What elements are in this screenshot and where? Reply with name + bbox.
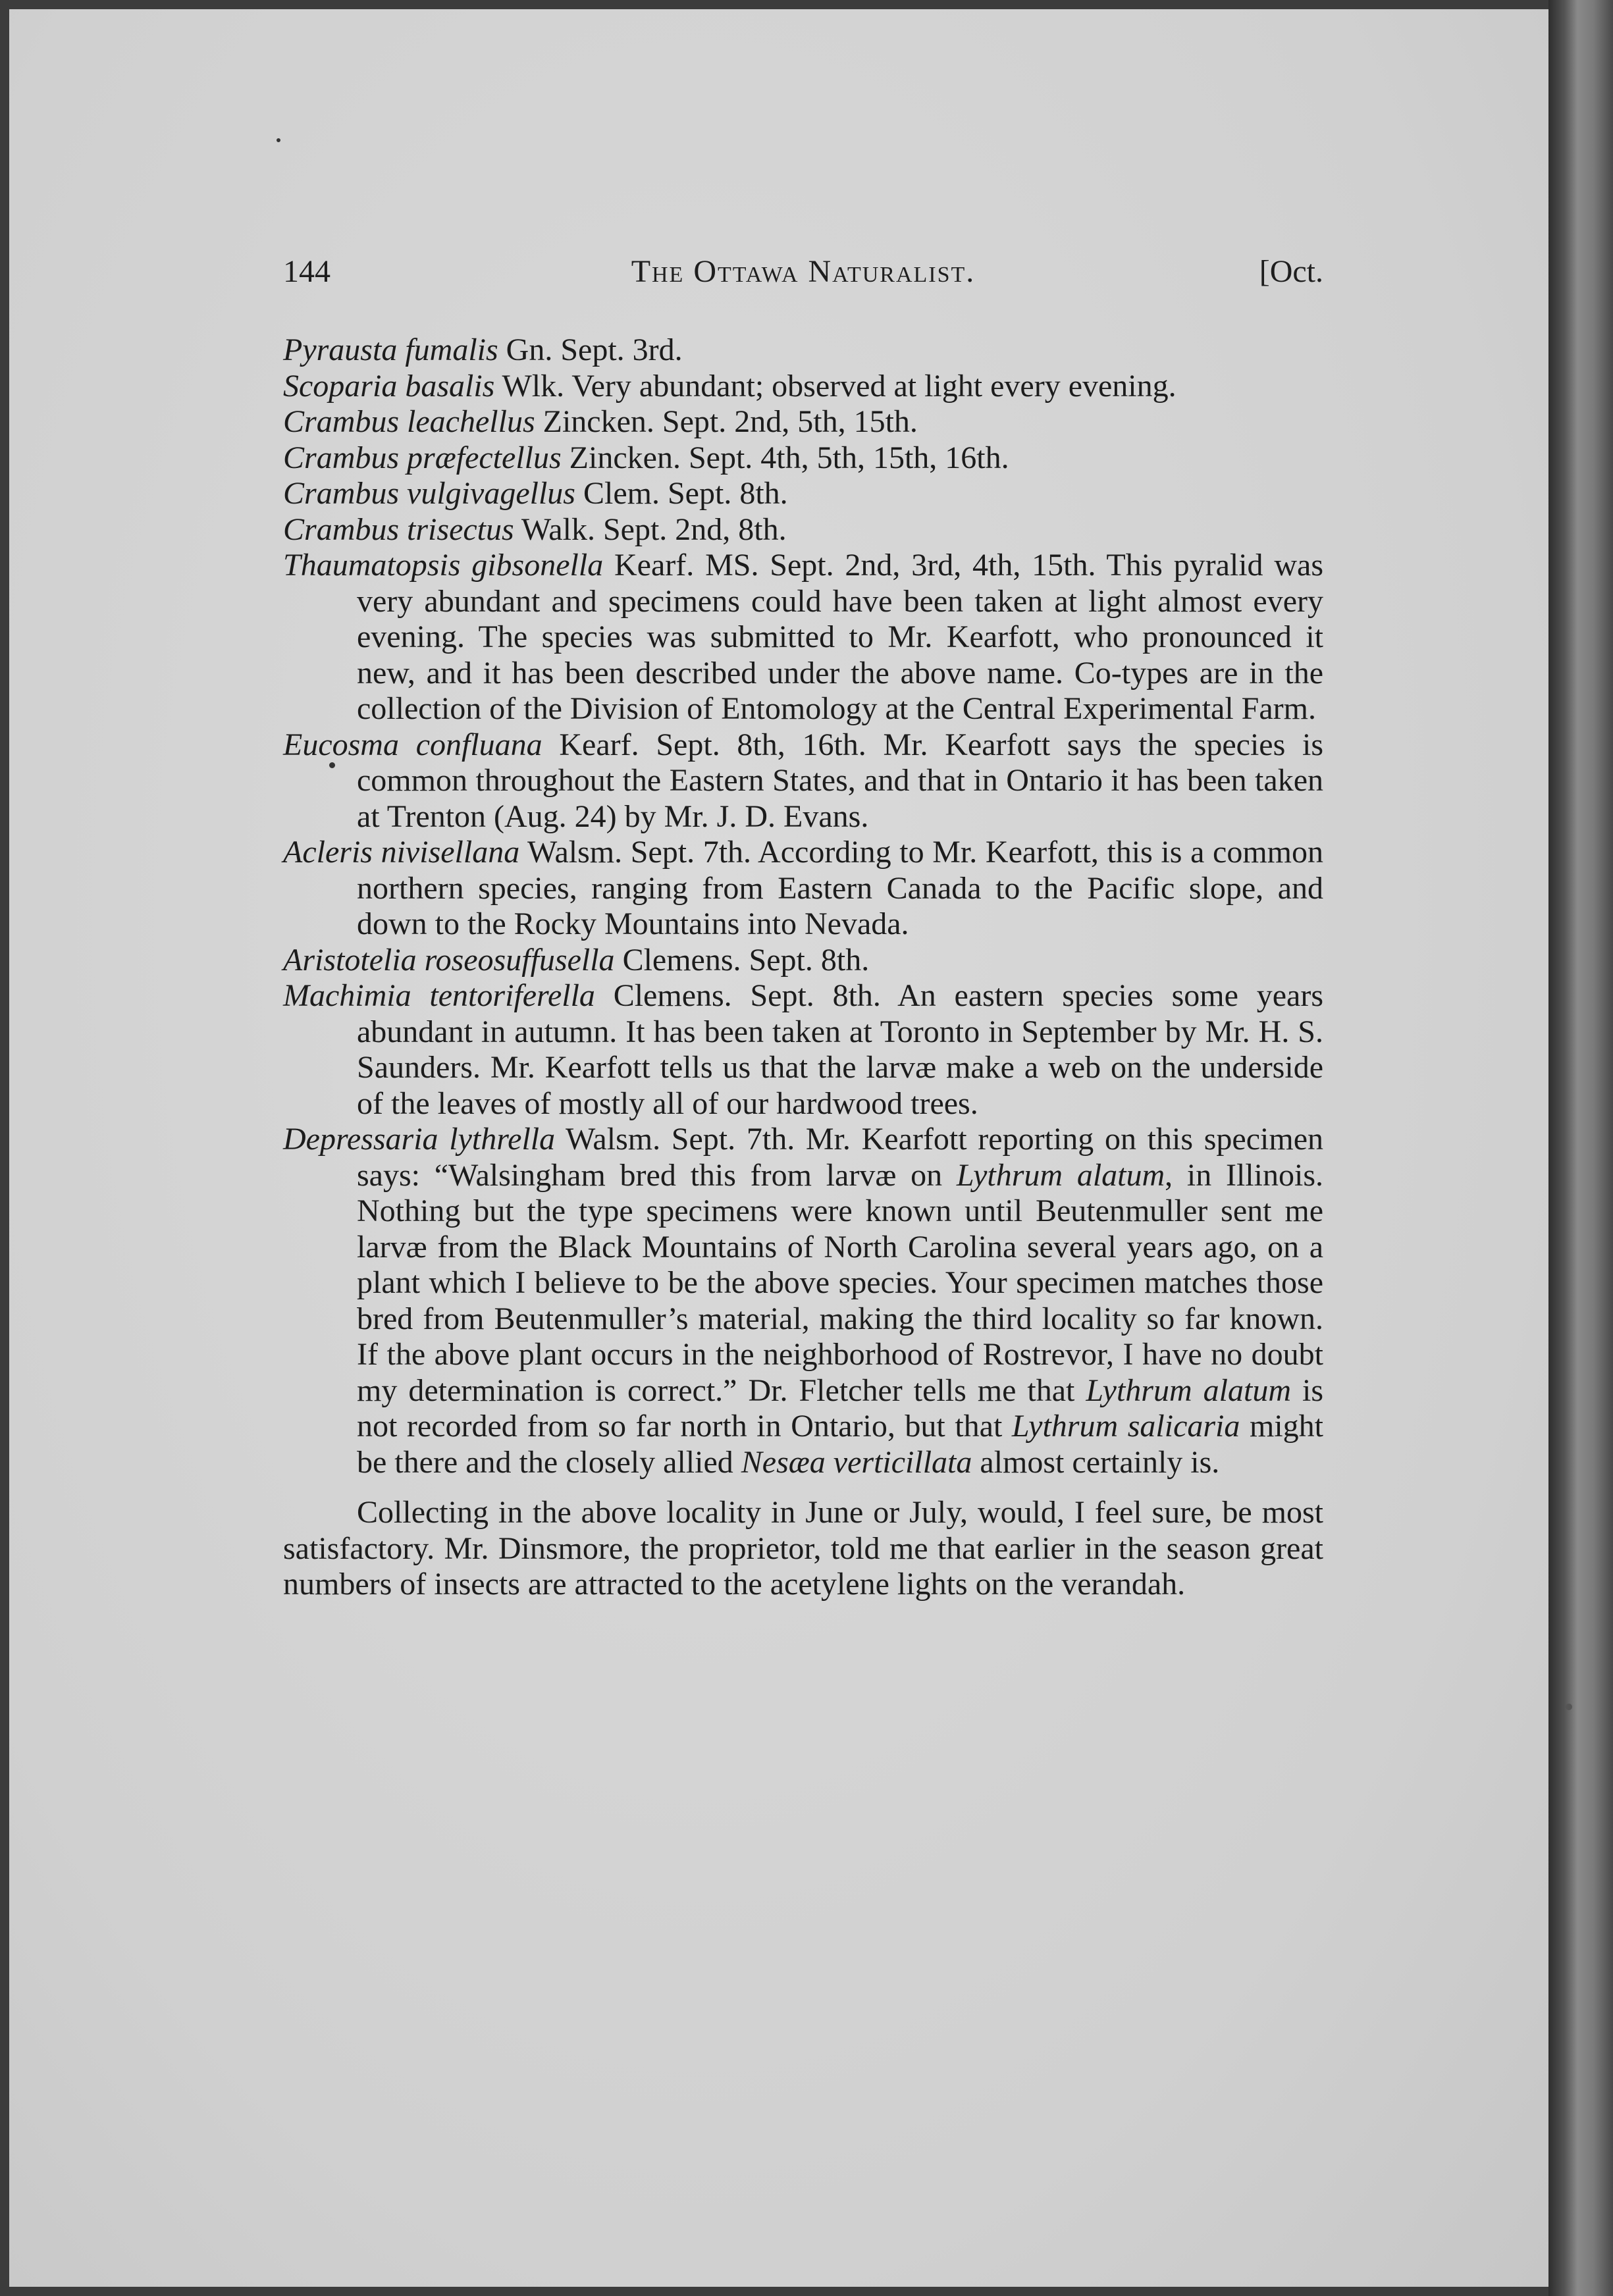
species-name: Depressaria lythrella bbox=[283, 1122, 556, 1157]
entry-text: Clem. Sept. 8th. bbox=[575, 476, 788, 511]
plant-name: Lythrum alatum bbox=[956, 1157, 1165, 1193]
entry-text: Walsm. Sept. 7th. Mr. Kearfott reporting on this specimen says: “Walsingham bred this from larvæ on bbox=[357, 1122, 1323, 1193]
species-entry bbox=[283, 943, 1323, 979]
species-name: Pyrausta fumalis bbox=[283, 332, 498, 367]
species-name: Thaumatopsis gibsonella bbox=[283, 548, 604, 583]
entry-text: , in Illinois. Nothing but the type specimens were known until Beutenmuller sent me larvæ from the Black Mountains of North Carolina several years ago, on a plant which I believe to be the above species. Your specimen matches those bred from Beutenmuller’s material, making the third locality so far known. If the above plant occurs in the neighborhood of Rostrevor, I have no doubt my determination is correct.” Dr. Fletcher tells me that bbox=[357, 1157, 1323, 1408]
species-name: Crambus præfectellus bbox=[283, 440, 562, 475]
species-name: Crambus vulgivagellus bbox=[283, 476, 575, 511]
species-name: Crambus leachellus bbox=[283, 404, 535, 439]
journal-title: The Ottawa Naturalist. bbox=[631, 254, 976, 289]
article-body bbox=[283, 332, 1323, 1603]
species-entry bbox=[283, 835, 1323, 943]
entry-text: Clemens. Sept. 8th. An eastern species some years abundant in autumn. It has been taken at Toronto in September by Mr. H. S. Saunders. Mr. Kearfott tells us that the larvæ make a web on the underside of the leaves of mostly all of our hardwood trees. bbox=[357, 978, 1323, 1121]
entry-text: Walk. Sept. 2nd, 8th. bbox=[514, 511, 787, 547]
species-entry bbox=[283, 404, 1323, 440]
running-header bbox=[283, 253, 1323, 300]
species-entry bbox=[283, 512, 1323, 548]
entry-text: might be there and the closely allied bbox=[357, 1409, 1323, 1480]
entry-text: Walsm. Sept. 7th. According to Mr. Kearfott, this is a common northern species, ranging from Eastern Canada to the Pacific slope, and down to the Rocky Mountains into Nevada. bbox=[357, 835, 1324, 941]
species-entry bbox=[283, 369, 1323, 405]
plant-name: Nesæa verticillata bbox=[741, 1444, 972, 1480]
species-name: Crambus trisectus bbox=[283, 511, 514, 547]
speck bbox=[1566, 1704, 1572, 1710]
species-name: Acleris nivisellana bbox=[283, 835, 520, 870]
species-entry bbox=[283, 476, 1323, 512]
species-entry bbox=[283, 978, 1323, 1122]
entry-text: Zincken. Sept. 2nd, 5th, 15th. bbox=[535, 404, 918, 439]
species-name: Machimia tentoriferella bbox=[283, 978, 595, 1013]
page-number: 144 bbox=[283, 254, 331, 289]
book-edge-shadow bbox=[1548, 0, 1613, 2296]
entry-text: Gn. Sept. 3rd. bbox=[498, 332, 683, 367]
issue-month: [Oct. bbox=[1259, 254, 1323, 289]
plant-name: Lythrum salicaria bbox=[1011, 1409, 1240, 1444]
speck bbox=[277, 138, 280, 142]
closing-paragraph: Collecting in the above locality in June or July, would, I feel sure, be most satisfactory. Mr. Dinsmore, the proprietor, told me that earlier in the season great numbers of insects are attracted to the acetylene lights on the verandah. bbox=[283, 1495, 1323, 1602]
entry-text: is not recorded from so far north in Ontario, but that bbox=[357, 1372, 1324, 1444]
species-name: Scoparia basalis bbox=[283, 368, 495, 404]
plant-name: Lythrum alatum bbox=[1086, 1372, 1291, 1408]
entry-text: Clemens. Sept. 8th. bbox=[614, 942, 870, 978]
species-entry bbox=[283, 727, 1323, 835]
entry-text: Kearf. MS. Sept. 2nd, 3rd, 4th, 15th. This pyralid was very abundant and specimens could have been taken at light almost every evening. The species was submitted to Mr. Kearfott, who pronounced it new, and it has been described under the above name. Co-types are in the collection of the Division of Entomology at the Central Experimental Farm. bbox=[357, 548, 1324, 726]
species-entry bbox=[283, 548, 1323, 727]
species-name: Aristotelia roseosuffusella bbox=[283, 942, 615, 978]
entry-text: almost certainly is. bbox=[972, 1444, 1220, 1480]
entry-text: Zincken. Sept. 4th, 5th, 15th, 16th. bbox=[561, 440, 1009, 475]
species-entry bbox=[283, 332, 1323, 369]
species-entry bbox=[283, 440, 1323, 477]
species-name: Eucosma confluana bbox=[283, 727, 542, 762]
entry-text: Wlk. Very abundant; observed at light every evening. bbox=[494, 368, 1177, 404]
species-entry-depressaria bbox=[283, 1122, 1323, 1480]
entry-text: Kearf. Sept. 8th, 16th. Mr. Kearfott says the species is common throughout the Eastern States, and that in Ontario it has been taken at Trenton (Aug. 24) by Mr. J. D. Evans. bbox=[357, 727, 1323, 834]
